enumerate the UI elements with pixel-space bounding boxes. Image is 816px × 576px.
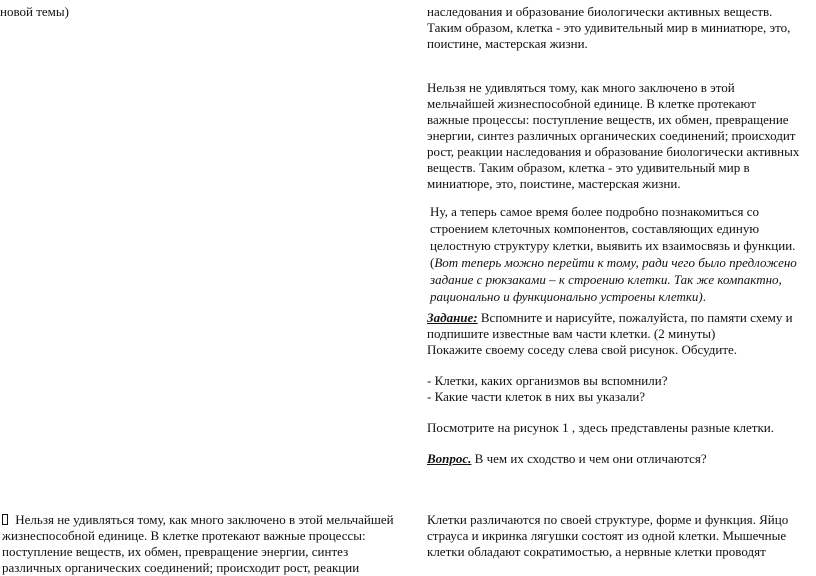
bottom-left-line-2: жизнеспособной единице. В клетке протекают важные процессы: <box>2 528 366 543</box>
question-line-1: - Клетки, каких организмов вы вспомнили? <box>427 373 668 388</box>
left-top-line: новой темы) <box>0 4 69 19</box>
bottom-right-line-1: Клетки различаются по своей структуре, форме и функция. Яйцо <box>427 512 789 527</box>
task-line-3: Покажите своему соседу слева свой рисунок. Обсудите. <box>427 342 738 357</box>
cell-paragraph-line-7: миниатюре, это, поистине, мастерская жизни. <box>427 176 681 191</box>
task-line-2: подпишите известные вам части клетки. (2 минуты) <box>427 326 716 341</box>
bottom-left-line-3: поступление веществ, их обмен, превращение энергии, синтез <box>2 544 349 559</box>
bottom-left-paragraph <box>2 512 394 576</box>
question-line-2: - Какие части клеток в них вы указали? <box>427 389 646 404</box>
intro-line-1: Ну, а теперь самое время более подробно познакомиться со <box>430 204 759 219</box>
right-top-line-2: Таким образом, клетка - это удивительный мир в миниатюре, это, <box>427 20 791 35</box>
intro-italic-2: задание с рюкзаками – к строению клетки. Так же компактно, <box>430 272 782 287</box>
task-line-1: Задание: Вспомните и нарисуйте, пожалуйста, по памяти схему и <box>427 310 793 325</box>
left-top-text <box>0 4 69 20</box>
intro-line-2: строением клеточных компонентов, составляющих единую <box>430 221 760 236</box>
intro-italic-1: Вот теперь можно перейти к тому, ради чего было предложено <box>434 255 797 270</box>
cell-paragraph-line-1: Нельзя не удивляться тому, как много заключено в этой <box>427 80 735 95</box>
bullet-box-icon <box>2 514 8 525</box>
bottom-left-line-1: Нельзя не удивляться тому, как много заключено в этой мельчайшей <box>2 512 394 528</box>
intro-line-5 <box>430 271 797 288</box>
intro-line-3: целостную структуру клетки, выявить их взаимосвязь и функции. <box>430 238 796 253</box>
question-label: Вопрос. <box>427 451 472 466</box>
intro-italic-3: рационально и функционально устроены клетки) <box>430 289 703 304</box>
cell-paragraph-line-2: мельчайшей жизнеспособной единице. В клетке протекают <box>427 96 756 111</box>
right-top-paragraph <box>427 4 790 52</box>
intro-paragraph <box>430 203 797 305</box>
right-top-line-3: поистине, мастерская жизни. <box>427 36 588 51</box>
bottom-right-line-3: клетки обладают сократимостью, а нервные клетки проводят <box>427 544 766 559</box>
cell-paragraph-line-3: важные процессы: поступление веществ, их обмен, превращение <box>427 112 789 127</box>
questions-block <box>427 373 667 405</box>
cell-paragraph-line-4: энергии, синтез различных органических соединений; происходит <box>427 128 796 143</box>
figure-reference-line: Посмотрите на рисунок 1 , здесь представлены разные клетки. <box>427 420 775 435</box>
intro-line-6: рационально и функционально устроены клетки). <box>430 289 706 304</box>
cell-paragraph-line-5: рост, реакции наследования и образование биологически активных <box>427 144 800 159</box>
figure-reference <box>427 420 774 436</box>
question-block <box>427 451 707 467</box>
right-top-line-1: наследования и образование биологически активных веществ. <box>427 4 773 19</box>
task-block <box>427 310 793 358</box>
bottom-right-paragraph <box>427 512 788 560</box>
intro-line-4: (Вот теперь можно перейти к тому, ради чего было предложено <box>430 255 797 270</box>
task-label: Задание: <box>427 310 478 325</box>
cell-paragraph-line-6: веществ. Таким образом, клетка - это удивительный мир в <box>427 160 750 175</box>
bottom-right-line-2: страуса и икринка лягушки состоят из одной клетки. Мышечные <box>427 528 787 543</box>
cell-paragraph <box>427 80 799 192</box>
question-line: Вопрос. В чем их сходство и чем они отличаются? <box>427 451 707 466</box>
bottom-left-line-4: различных органических соединений; происходит рост, реакции <box>2 560 360 575</box>
